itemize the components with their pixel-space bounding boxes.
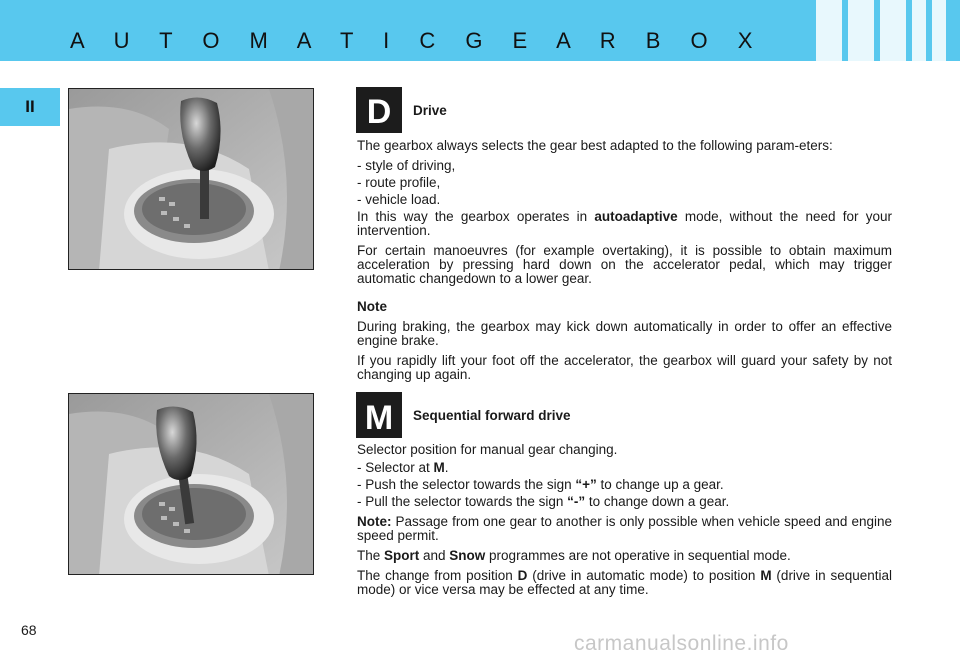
page-header (0, 0, 960, 61)
page-number: 68 (21, 622, 37, 638)
list-item: - route profile, (357, 176, 892, 190)
chapter-tab: II (0, 88, 60, 126)
list-item: - style of driving, (357, 159, 892, 173)
drive-overtaking-paragraph: For certain manoeuvres (for example overtaking), it is possible to obtain maximum acceleration by pressing hard down on the accelerator pedal, which may trigger automatic changedown to a lower gear. (357, 243, 892, 286)
list-item: - Pull the selector towards the sign “-” to change down a gear. (357, 495, 892, 509)
gear-selector-photo-drive (68, 88, 314, 270)
sequential-note: Note: Passage from one gear to another is only possible when vehicle speed and engine speed permit. (357, 514, 892, 543)
drive-intro: The gearbox always selects the gear best adapted to the following param-eters: (357, 138, 833, 153)
manual-icon-letter: M (364, 399, 394, 437)
gear-selector-photo-sequential (68, 393, 314, 575)
drive-icon-letter: D (366, 93, 392, 131)
manual-mode-icon (356, 392, 402, 438)
watermark: carmanualsonline.info (574, 632, 789, 655)
drive-mode-icon (356, 87, 402, 133)
header-decoration (810, 0, 946, 61)
drive-note-lift-foot: If you rapidly lift your foot off the accelerator, the gearbox will guard your safety by not changing up again. (357, 353, 892, 382)
drive-criteria-list (357, 159, 892, 207)
drive-note-braking: During braking, the gearbox may kick down automatically in order to offer an effective engine brake. (357, 319, 892, 348)
list-item: - vehicle load. (357, 193, 892, 207)
drive-section-title: Drive (413, 103, 447, 118)
list-item: - Selector at M. (357, 461, 892, 475)
list-item: - Push the selector towards the sign “+” to change up a gear. (357, 478, 892, 492)
drive-section-body (357, 139, 892, 388)
sequential-mode-change: The change from position D (drive in automatic mode) to position M (drive in sequential mode) or vice versa may be effected at any time. (357, 568, 892, 597)
drive-autoadaptive-paragraph: In this way the gearbox operates in autoadaptive mode, without the need for your intervention. (357, 209, 892, 238)
sequential-sport-snow: The Sport and Snow programmes are not operative in sequential mode. (357, 548, 791, 563)
drive-note-heading: Note (357, 299, 387, 314)
sequential-intro: Selector position for manual gear changing. (357, 442, 618, 457)
sequential-section-body (357, 443, 892, 603)
sequential-steps-list (357, 461, 892, 509)
page-title: A U T O M A T I C G E A R B O X (70, 28, 765, 53)
sequential-section-title: Sequential forward drive (413, 408, 571, 423)
